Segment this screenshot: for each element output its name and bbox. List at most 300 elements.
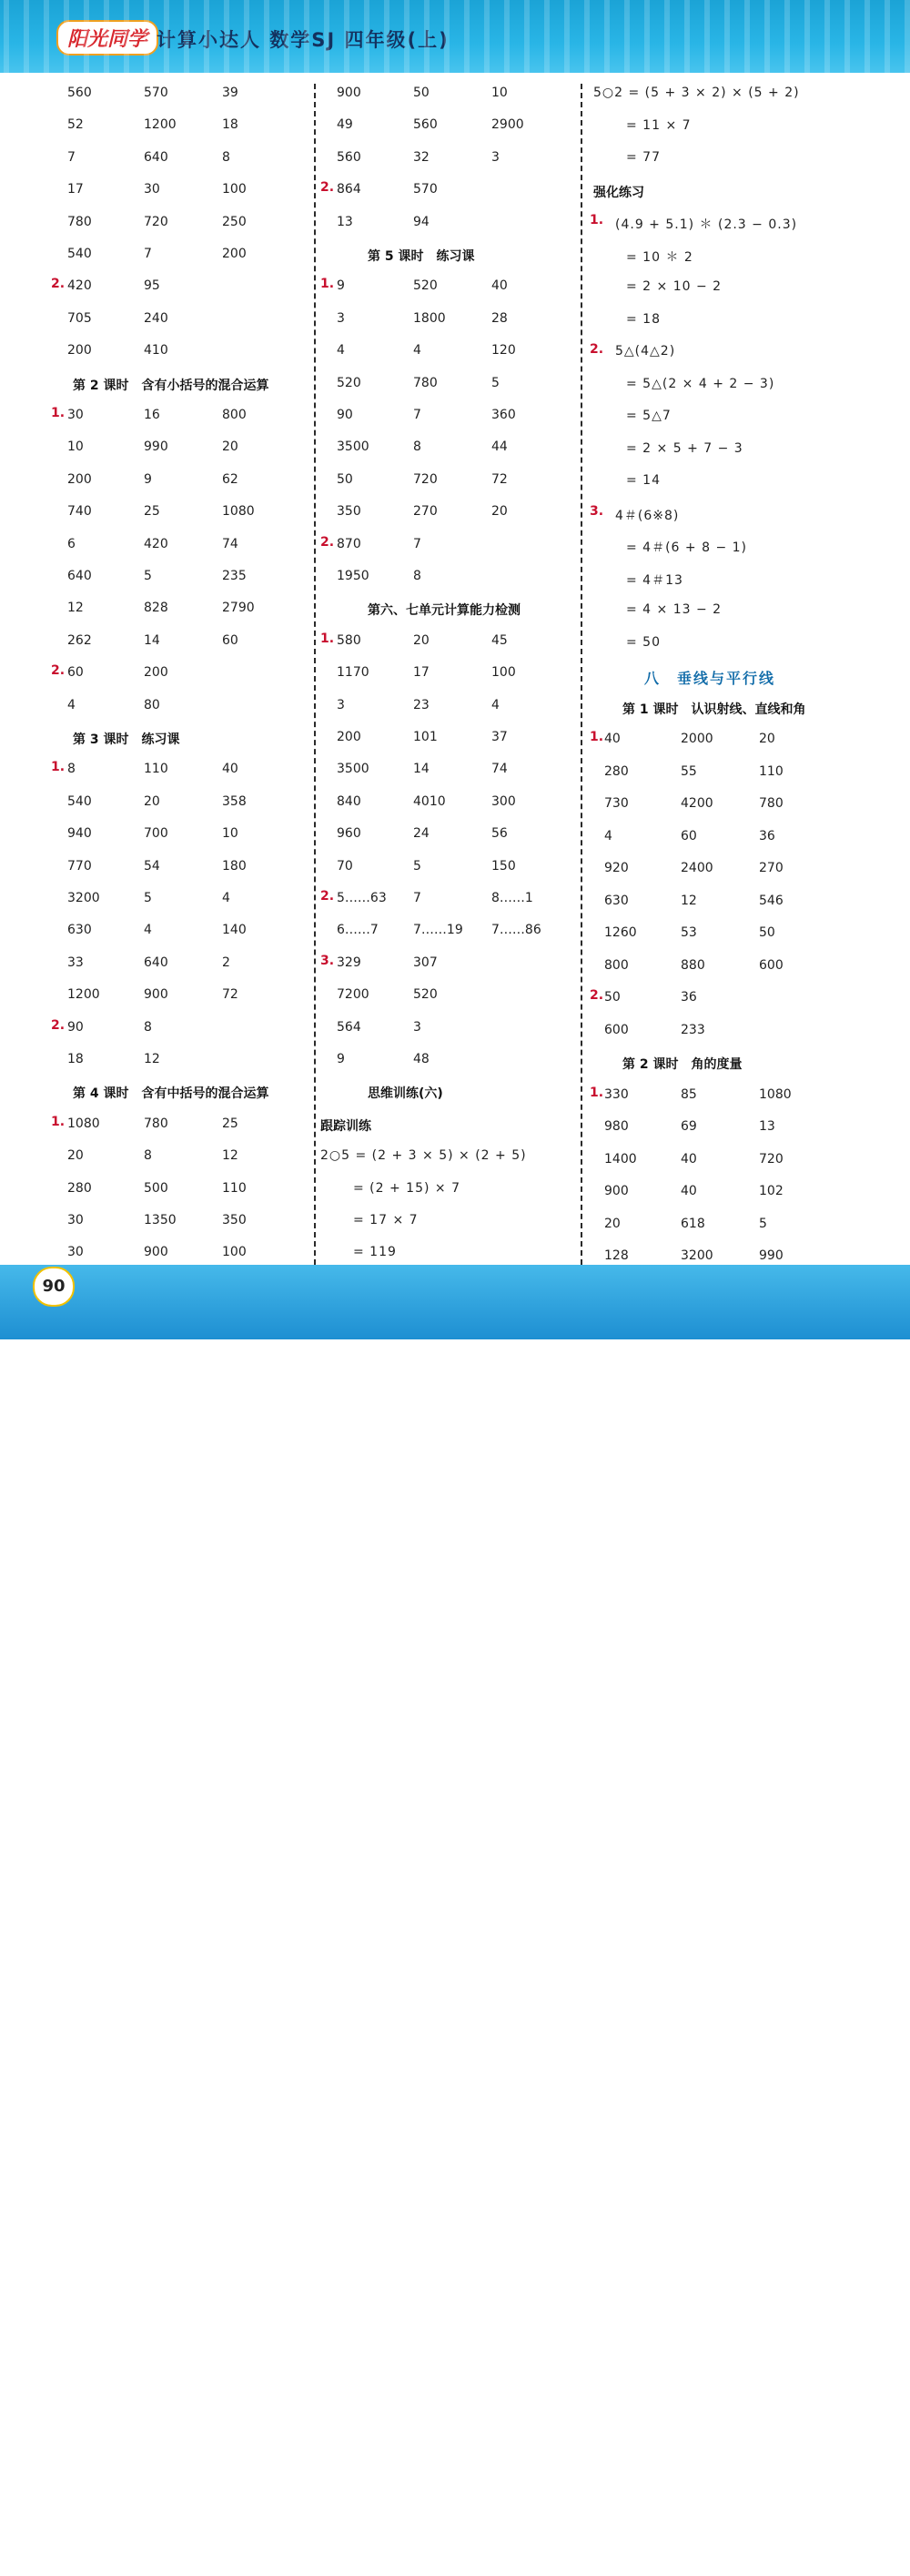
answer-value: 880 [681, 957, 705, 973]
answer-value: 520 [413, 987, 438, 1003]
answer-value: 85 [681, 1086, 697, 1102]
answer-value: 13 [337, 214, 353, 229]
answer-value: 630 [67, 923, 92, 938]
header-stripe [524, 0, 530, 73]
problem-number: 1. [320, 631, 335, 646]
answer-value: 800 [222, 408, 247, 422]
answer-value: 270 [759, 861, 784, 875]
problem-number: 2. [320, 534, 335, 550]
problem-number: 3. [590, 503, 604, 519]
answer-value: 1350 [144, 1213, 177, 1227]
answer-value: 520 [413, 278, 438, 294]
answer-value: 720 [413, 471, 438, 487]
expression-text: 5△(4△2) [615, 344, 676, 359]
answer-value: 270 [413, 504, 438, 520]
answer-value: 12 [144, 1052, 160, 1066]
answer-value: 1080 [67, 1116, 100, 1131]
answer-value: 4 [413, 343, 421, 359]
answer-value: 30 [67, 1245, 84, 1260]
answer-value: 80 [144, 697, 160, 712]
answer-value: 828 [144, 601, 168, 616]
problem-number: 2. [51, 663, 66, 679]
answer-value: 200 [222, 247, 247, 261]
answer-value: 74 [222, 536, 238, 551]
header-stripe [905, 0, 910, 73]
answer-value: 90 [337, 408, 353, 422]
answer-value: 990 [144, 439, 168, 455]
answer-value: 8 [413, 569, 421, 583]
answer-value: 7200 [337, 987, 369, 1003]
answer-value: 40 [604, 732, 621, 746]
answer-value: 12 [222, 1148, 238, 1164]
answer-value: 14 [413, 762, 430, 777]
problem-number: 1. [590, 730, 604, 744]
answer-value: 640 [144, 955, 168, 970]
answer-value: 100 [491, 665, 516, 681]
answer-value: 640 [144, 149, 168, 165]
answer-value: 200 [337, 730, 361, 744]
header-stripe [44, 0, 49, 73]
answer-value: 900 [337, 86, 361, 100]
answer-value: 540 [67, 247, 92, 261]
expression-text: = 4＃13 [626, 572, 683, 588]
answer-value: 990 [759, 1248, 784, 1263]
header-stripe [864, 0, 870, 73]
answer-value: 520 [337, 375, 361, 390]
expression-text: = 2 × 5 + 7 − 3 [626, 440, 743, 456]
answer-value: 4 [67, 697, 76, 712]
answer-value: 358 [222, 793, 247, 809]
answer-value: 1080 [222, 504, 255, 520]
answer-value: 5 [491, 375, 500, 390]
answer-value: 69 [681, 1119, 697, 1134]
answer-value: 10 [491, 86, 508, 100]
header-stripe [604, 0, 610, 73]
answer-value: 705 [67, 310, 92, 326]
header-stripe [404, 0, 410, 73]
answer-value: 120 [491, 343, 516, 359]
answer-value: 4 [144, 923, 152, 938]
answer-value: 780 [413, 375, 438, 390]
header-stripe [564, 0, 570, 73]
answer-value: 1200 [67, 987, 100, 1003]
answer-value: 20 [222, 439, 238, 455]
answer-value: 33 [67, 955, 84, 970]
answer-value: 300 [491, 793, 516, 809]
problem-number: 1. [590, 213, 604, 227]
answer-value: 330 [604, 1086, 629, 1102]
answer-value: 780 [144, 1116, 168, 1131]
answer-value: 4 [491, 697, 500, 712]
answer-value: 350 [222, 1213, 247, 1227]
answer-value: 30 [67, 408, 84, 422]
header-stripe [885, 0, 890, 73]
answer-value: 2000 [681, 732, 713, 746]
expression-text: = 50 [626, 634, 661, 650]
answer-value: 94 [413, 214, 430, 229]
problem-number: 3. [320, 953, 335, 968]
answer-value: 235 [222, 569, 247, 583]
answer-value: 630 [604, 893, 629, 908]
header-stripe [84, 0, 89, 73]
answer-value: 2400 [681, 861, 713, 875]
answer-value: 110 [759, 763, 784, 779]
answer-value: 10 [222, 826, 238, 842]
header-stripe [164, 0, 169, 73]
expression-text: = 77 [626, 150, 661, 165]
answer-value: 4200 [681, 796, 713, 811]
answer-value: 17 [413, 665, 430, 681]
column-divider [581, 84, 582, 1265]
answer-value: 420 [144, 536, 168, 551]
answer-value: 7 [67, 149, 76, 165]
answer-value: 200 [67, 471, 92, 487]
problem-number: 2. [320, 180, 335, 196]
lesson-title: 第 2 课时 角的度量 [622, 1057, 743, 1072]
answer-value: 1200 [144, 117, 177, 133]
answer-value: 60 [681, 828, 697, 844]
answer-value: 570 [144, 86, 168, 100]
answer-value: 200 [67, 343, 92, 359]
answer-value: 44 [491, 439, 508, 455]
exercise-title: 跟踪训练 [320, 1118, 371, 1134]
answer-value: 3 [413, 1019, 421, 1035]
answer-value: 900 [604, 1184, 629, 1198]
answer-value: 2790 [222, 601, 255, 616]
problem-number: 2. [590, 342, 604, 357]
header-stripe [344, 0, 349, 73]
header-stripe [264, 0, 269, 73]
book-title: 计算小达人 数学SJ 四年级(上) [157, 29, 450, 51]
problem-number: 2. [320, 889, 335, 904]
header-stripe [764, 0, 770, 73]
answer-value: 5 [144, 891, 152, 905]
lesson-title: 第 5 课时 练习课 [368, 249, 475, 264]
answer-value: 546 [759, 893, 784, 908]
answer-value: 1800 [413, 310, 446, 326]
header-stripe [544, 0, 550, 73]
answer-value: 3 [491, 149, 500, 165]
answer-value: 74 [491, 762, 508, 777]
answer-value: 580 [337, 632, 361, 648]
expression-text: 4＃(6※8) [615, 508, 680, 523]
answer-value: 9 [144, 471, 152, 487]
answer-value: 9 [337, 278, 345, 294]
exercise-title: 强化练习 [593, 185, 644, 200]
answer-value: 50 [604, 990, 621, 1005]
answer-value: 72 [222, 987, 238, 1003]
header-stripe [364, 0, 369, 73]
header-stripe [184, 0, 189, 73]
column-divider [314, 84, 316, 1265]
answer-value: 39 [222, 86, 238, 100]
header-stripe [104, 0, 109, 73]
answer-value: 28 [491, 310, 508, 326]
answer-value: 280 [67, 1180, 92, 1196]
answer-value: 3200 [67, 891, 100, 905]
answer-value: 8 [144, 1019, 152, 1035]
answer-value: 49 [337, 117, 353, 133]
answer-value: 20 [759, 732, 775, 746]
header-stripe [124, 0, 129, 73]
answer-value: 8 [144, 1148, 152, 1164]
answer-value: 18 [222, 117, 238, 133]
answer-value: 7……86 [491, 923, 541, 938]
expression-text: 5○2 = (5 + 3 × 2) × (5 + 2) [593, 86, 800, 100]
answer-value: 1950 [337, 569, 369, 583]
answer-value: 307 [413, 955, 438, 970]
answer-value: 600 [759, 957, 784, 973]
answer-value: 36 [681, 990, 697, 1005]
header-stripe [224, 0, 229, 73]
answer-value: 70 [337, 858, 353, 874]
unit-title: 八 垂线与平行线 [644, 670, 776, 687]
answer-value: 100 [222, 182, 247, 197]
answer-value: 8 [67, 762, 76, 777]
answer-value: 2900 [491, 117, 524, 133]
answer-value: 5 [759, 1216, 767, 1231]
header-stripe [244, 0, 249, 73]
answer-value: 1170 [337, 665, 369, 681]
brand-logo: 阳光同学 [56, 20, 158, 56]
answer-value: 280 [604, 763, 629, 779]
answer-value: 36 [759, 828, 775, 844]
lesson-title: 第 1 课时 认识射线、直线和角 [622, 702, 806, 717]
problem-number: 1. [51, 1114, 66, 1129]
answer-value: 4010 [413, 793, 446, 809]
answer-value: 560 [337, 149, 361, 165]
header-stripe [484, 0, 490, 73]
header-stripe [444, 0, 450, 73]
expression-text: = (2 + 15) × 7 [353, 1180, 460, 1196]
lesson-title: 思维训练(六) [368, 1086, 443, 1102]
header-stripe [744, 0, 750, 73]
answer-value: 6 [67, 536, 76, 551]
answer-value: 618 [681, 1216, 705, 1231]
answer-value: 8 [413, 439, 421, 455]
answer-value: 720 [759, 1151, 784, 1167]
answer-value: 1260 [604, 925, 637, 940]
lesson-title: 第 3 课时 练习课 [73, 732, 180, 747]
watermark: MXQE.COM [730, 2546, 897, 2576]
answer-value: 180 [222, 858, 247, 874]
header-stripe [144, 0, 149, 73]
expression-text: = 5△7 [626, 409, 672, 423]
answer-value: 30 [144, 182, 160, 197]
header-stripe [704, 0, 710, 73]
answer-value: 960 [337, 826, 361, 842]
answer-value: 780 [759, 796, 784, 811]
answer-value: 95 [144, 278, 160, 294]
answer-value: 870 [337, 536, 361, 551]
answer-value: 40 [491, 278, 508, 294]
answer-value: 200 [144, 665, 168, 681]
answer-value: 7……19 [413, 923, 463, 938]
answer-value: 2 [222, 955, 230, 970]
lesson-title: 第 2 课时 含有小括号的混合运算 [73, 378, 269, 393]
answer-value: 48 [413, 1052, 430, 1066]
answer-value: 12 [67, 601, 84, 616]
answer-value: 1080 [759, 1086, 792, 1102]
header-stripe [624, 0, 630, 73]
header-stripe [464, 0, 470, 73]
answer-value: 16 [144, 408, 160, 422]
answer-value: 128 [604, 1248, 629, 1263]
answer-value: 350 [337, 504, 361, 520]
answer-value: 20 [413, 632, 430, 648]
header-stripe [304, 0, 309, 73]
answer-value: 50 [413, 86, 430, 100]
answer-value: 1400 [604, 1151, 637, 1167]
answer-value: 420 [67, 278, 92, 294]
expression-text: 2○5 = (2 + 3 × 5) × (2 + 5) [320, 1148, 527, 1164]
answer-value: 9 [337, 1052, 345, 1066]
answer-value: 25 [144, 504, 160, 520]
answer-value: 4 [604, 828, 612, 844]
answer-value: 3 [337, 310, 345, 326]
header-stripe [844, 0, 850, 73]
answer-value: 262 [67, 632, 92, 648]
answer-value: 700 [144, 826, 168, 842]
answer-value: 52 [67, 117, 84, 133]
answer-value: 920 [604, 861, 629, 875]
problem-number: 2. [51, 1017, 66, 1033]
answer-value: 5 [144, 569, 152, 583]
answer-value: 14 [144, 632, 160, 648]
answer-value: 30 [67, 1213, 84, 1227]
header-stripe [64, 0, 69, 73]
answer-value: 53 [681, 925, 697, 940]
answer-value: 720 [144, 214, 168, 229]
answer-value: 45 [491, 632, 508, 648]
answer-value: 62 [222, 471, 238, 487]
answer-value: 7 [413, 536, 421, 551]
answer-value: 37 [491, 730, 508, 744]
problem-number: 1. [590, 1085, 604, 1100]
expression-text: = 2 × 10 − 2 [626, 279, 723, 294]
expression-text: = 18 [626, 311, 661, 327]
answer-value: 540 [67, 793, 92, 809]
answer-value: 140 [222, 923, 247, 938]
page-header [0, 0, 910, 73]
answer-value: 980 [604, 1119, 629, 1134]
expression-text: = 4＃(6 + 8 − 1) [626, 540, 747, 555]
answer-value: 730 [604, 796, 629, 811]
answer-value: 50 [337, 471, 353, 487]
answer-value: 360 [491, 408, 516, 422]
answer-value: 17 [67, 182, 84, 197]
header-stripe [504, 0, 510, 73]
answer-value: 90 [67, 1019, 84, 1035]
answer-value: 55 [681, 763, 697, 779]
answer-value: 5 [413, 858, 421, 874]
answer-value: 72 [491, 471, 508, 487]
answer-value: 864 [337, 182, 361, 197]
header-stripe [384, 0, 389, 73]
answer-value: 564 [337, 1019, 361, 1035]
problem-number: 2. [51, 277, 66, 292]
answer-value: 100 [222, 1245, 247, 1260]
header-stripe [664, 0, 670, 73]
header-stripe [784, 0, 790, 73]
answer-value: 7 [413, 891, 421, 905]
answer-value: 20 [491, 504, 508, 520]
answer-value: 3500 [337, 439, 369, 455]
problem-number: 1. [51, 760, 66, 775]
answer-value: 110 [144, 762, 168, 777]
answer-value: 25 [222, 1116, 238, 1131]
answer-value: 900 [144, 987, 168, 1003]
answer-value: 3 [337, 697, 345, 712]
answer-value: 50 [759, 925, 775, 940]
problem-number: 1. [51, 406, 66, 420]
problem-number: 1. [320, 277, 335, 292]
header-stripe [204, 0, 209, 73]
answer-value: 4 [337, 343, 345, 359]
header-stripe [724, 0, 730, 73]
header-stripe [584, 0, 590, 73]
answer-value: 233 [681, 1022, 705, 1037]
lesson-title: 第 4 课时 含有中括号的混合运算 [73, 1086, 269, 1102]
answer-value: 102 [759, 1184, 784, 1198]
answer-value: 600 [604, 1022, 629, 1037]
answer-value: 7 [144, 247, 152, 261]
header-stripe [284, 0, 289, 73]
expression-text: (4.9 + 5.1) ＊ (2.3 − 0.3) [615, 217, 798, 232]
answer-value: 6……7 [337, 923, 379, 938]
answer-value: 32 [413, 149, 430, 165]
answer-value: 4 [222, 891, 230, 905]
answer-value: 410 [144, 343, 168, 359]
answer-value: 8 [222, 149, 230, 165]
header-stripe [424, 0, 430, 73]
answer-value: 900 [144, 1245, 168, 1260]
expression-text: = 5△(2 × 4 + 2 − 3) [626, 376, 775, 391]
expression-text: = 4 × 13 − 2 [626, 602, 723, 617]
answer-value: 3200 [681, 1248, 713, 1263]
answer-value: 18 [67, 1052, 84, 1066]
answer-value: 3500 [337, 762, 369, 777]
header-stripe [804, 0, 810, 73]
header-stripe [824, 0, 830, 73]
answer-value: 570 [413, 182, 438, 197]
answer-value: 20 [144, 793, 160, 809]
answer-value: 560 [413, 117, 438, 133]
page-number: 90 [33, 1267, 75, 1307]
expression-text: = 11 × 7 [626, 117, 692, 133]
answer-value: 13 [759, 1119, 775, 1134]
header-stripe [4, 0, 9, 73]
answer-value: 640 [67, 569, 92, 583]
expression-text: = 119 [353, 1245, 397, 1260]
answer-value: 24 [413, 826, 430, 842]
answer-value: 20 [604, 1216, 621, 1231]
answer-value: 40 [681, 1184, 697, 1198]
header-stripe [324, 0, 329, 73]
answer-value: 60 [222, 632, 238, 648]
answer-value: 150 [491, 858, 516, 874]
answer-value: 8……1 [491, 891, 533, 905]
answer-value: 740 [67, 504, 92, 520]
answer-value: 780 [67, 214, 92, 229]
answer-value: 40 [681, 1151, 697, 1167]
answer-value: 110 [222, 1180, 247, 1196]
lesson-title: 第六、七单元计算能力检测 [368, 603, 521, 619]
answer-value: 5……63 [337, 891, 387, 905]
answer-value: 800 [604, 957, 629, 973]
answer-value: 40 [222, 762, 238, 777]
answer-value: 54 [144, 858, 160, 874]
